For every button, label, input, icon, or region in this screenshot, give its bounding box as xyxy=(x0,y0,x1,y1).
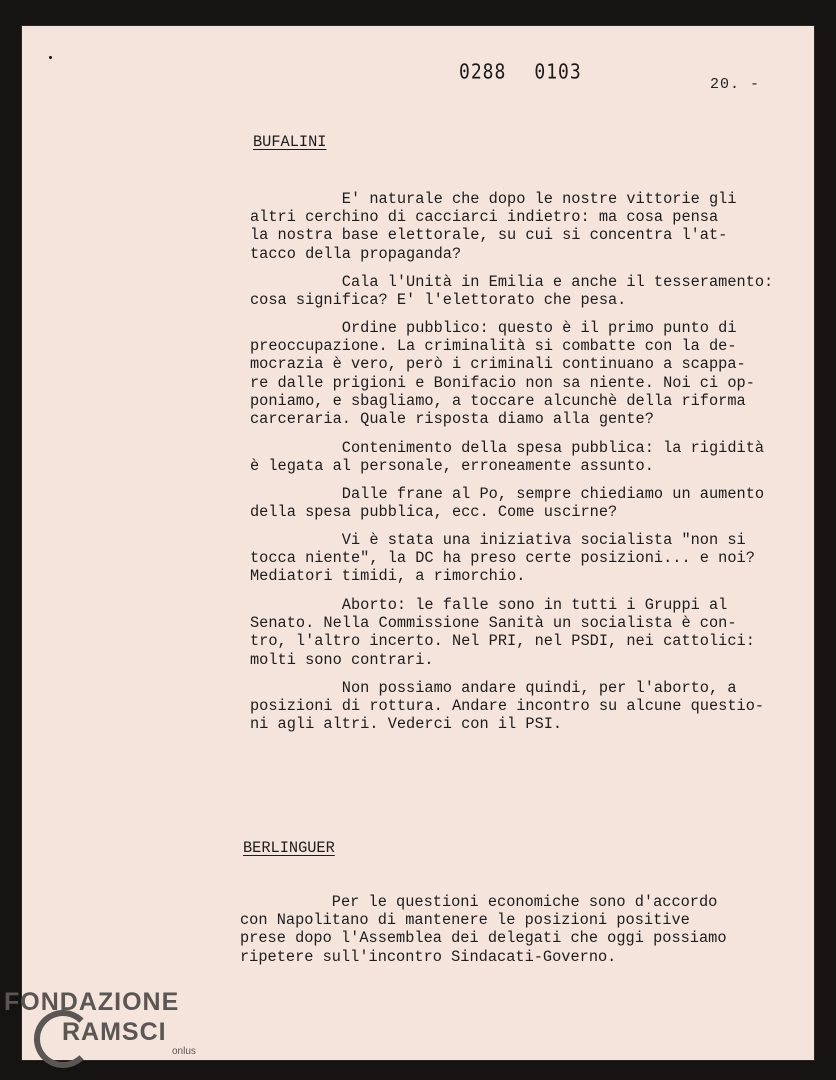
watermark-line2: RAMSCI xyxy=(62,1018,167,1046)
speaker-heading-bufalini: BUFALINI xyxy=(253,133,327,151)
archive-stamp xyxy=(459,60,582,84)
paragraph: Cala l'Unità in Emilia e anche il tesseramento: cosa significa? E' l'elettorato che pesa. xyxy=(250,273,774,310)
page-speck xyxy=(49,56,52,59)
doc-number-2: 0103 xyxy=(534,60,582,85)
speaker-heading-berlinguer: BERLINGUER xyxy=(243,839,335,857)
paragraph: Vi è stata una iniziativa socialista "non si tocca niente", la DC ha preso certe posizioni... e noi? Mediatori timidi, a rimorchio. xyxy=(250,531,755,586)
page-number: 20. - xyxy=(710,76,761,93)
paragraph: Dalle frane al Po, sempre chiediamo un aumento della spesa pubblica, ecc. Come uscirne? xyxy=(250,485,765,522)
fondazione-gramsci-watermark xyxy=(4,988,204,1068)
paragraph: Non possiamo andare quindi, per l'aborto, a posizioni di rottura. Andare incontro su alcune questio- ni agli altri. Vederci con il PSI. xyxy=(250,679,765,734)
paragraph: E' naturale che dopo le nostre vittorie gli altri cerchino di cacciarci indietro: ma cosa pensa la nostra base elettorale, su cui si concentra l'at- tacco della propaganda? xyxy=(250,190,737,263)
paragraph: Aborto: le falle sono in tutti i Gruppi al Senato. Nella Commissione Sanità un socialista è con- tro, l'altro incerto. Nel PRI, nel PSDI, nei cattolici: molti sono contrari. xyxy=(250,596,755,669)
paragraph: Per le questioni economiche sono d'accordo con Napolitano di mantenere le posizioni positive prese dopo l'Assemblea dei delegati che oggi possiamo ripetere sull'incontro Sindacati-Governo. xyxy=(240,893,727,966)
paragraph: Contenimento della spesa pubblica: la rigidità è legata al personale, erroneamente assunto. xyxy=(250,439,765,476)
doc-number-1: 0288 xyxy=(459,60,507,85)
watermark-suffix: onlus xyxy=(172,1046,196,1057)
paragraph: Ordine pubblico: questo è il primo punto di preoccupazione. La criminalità si combatte con la de- mocrazia è vero, però i criminali continuano a scappa- re dalle prigioni e Bonifacio non sa niente. Noi ci op- poniamo, e sbagliamo, a toccare alcunchè della riforma carceraria. Quale risposta diamo alla gente? xyxy=(250,319,755,429)
watermark-line1: FONDAZIONE xyxy=(4,988,180,1016)
